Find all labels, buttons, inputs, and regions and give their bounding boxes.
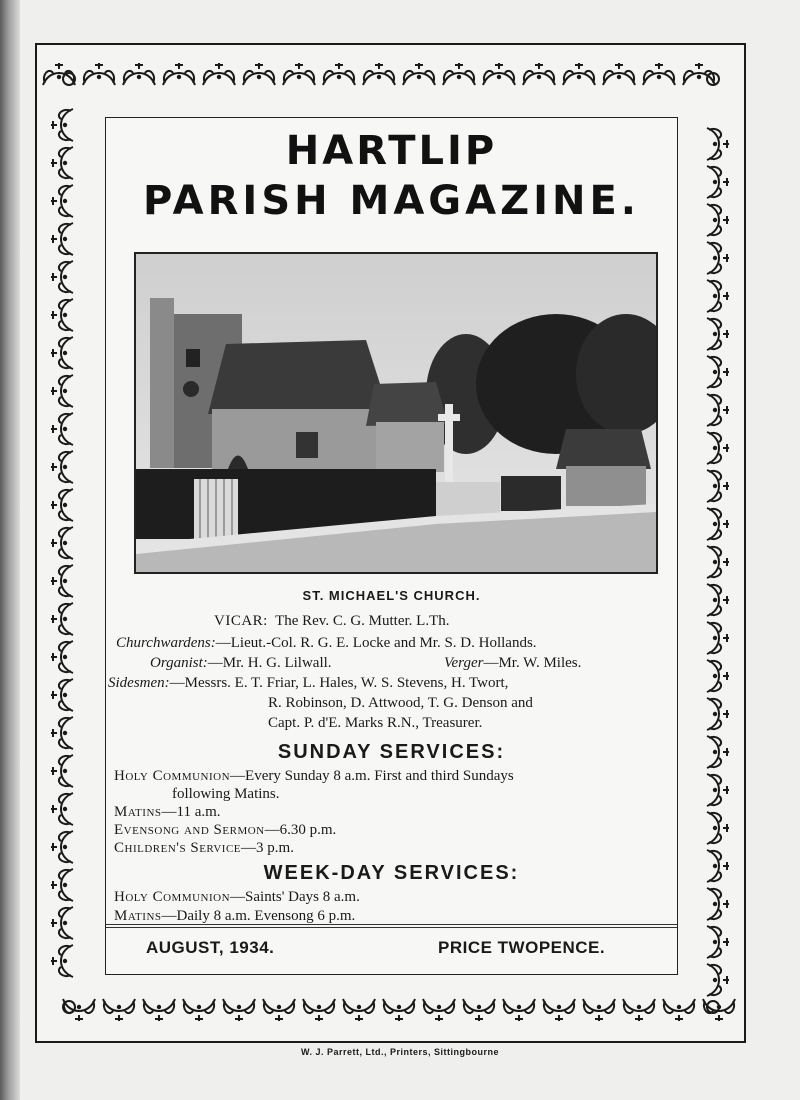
border-floral-motif: [51, 793, 73, 825]
vicar-line: [214, 613, 450, 630]
border-floral-motif: [51, 565, 73, 597]
church-photo-illustration: [136, 254, 656, 572]
weekday-holy-communion-label: Holy Communion: [114, 889, 231, 905]
border-floral-motif: [707, 622, 729, 654]
border-floral-motif: [523, 63, 555, 85]
border-floral-motif: [263, 999, 295, 1021]
sidesmen-line3: Capt. P. d'E. Marks R.N., Treasurer.: [268, 715, 483, 731]
border-floral-motif: [243, 63, 275, 85]
border-floral-motif: [51, 755, 73, 787]
sidesmen-label: Sidesmen:: [108, 675, 170, 691]
border-floral-motif: [707, 432, 729, 464]
border-floral-motif: [51, 945, 73, 977]
border-floral-motif: [423, 999, 455, 1021]
border-floral-motif: [707, 204, 729, 236]
verger-value: —Mr. W. Miles.: [483, 655, 582, 671]
sunday-childrens-line: [114, 840, 294, 857]
issue-price: PRICE TWOPENCE.: [438, 938, 606, 957]
verger-label: Verger: [444, 655, 484, 671]
magazine-title-line2: PARISH MAGAZINE.: [143, 178, 640, 224]
sunday-childrens-value: —3 p.m.: [241, 840, 294, 856]
issue-date: AUGUST, 1934.: [146, 938, 275, 957]
photo-caption: ST. MICHAEL'S CHURCH.: [302, 588, 481, 603]
border-floral-motif: [383, 999, 415, 1021]
border-floral-motif: [707, 850, 729, 882]
sunday-services-heading: SUNDAY SERVICES:: [277, 741, 506, 763]
sidesmen-line2: R. Robinson, D. Attwood, T. G. Denson and: [268, 695, 533, 711]
sunday-holy-communion-line2: following Matins.: [172, 786, 280, 802]
weekday-services-heading: WEEK-DAY SERVICES:: [263, 862, 520, 884]
border-floral-motif: [51, 185, 73, 217]
border-floral-motif: [623, 999, 655, 1021]
border-floral-motif: [503, 999, 535, 1021]
organist-line: [150, 655, 332, 672]
sunday-evensong-value: —6.30 p.m.: [264, 822, 337, 838]
sunday-evensong-line: [114, 822, 336, 839]
border-floral-motif: [51, 375, 73, 407]
magazine-cover: [35, 43, 746, 1043]
border-floral-motif: [51, 299, 73, 331]
border-floral-motif: [707, 736, 729, 768]
border-floral-motif: [707, 280, 729, 312]
border-floral-motif: [51, 869, 73, 901]
border-floral-motif: [707, 318, 729, 350]
border-floral-motif: [707, 508, 729, 540]
border-floral-motif: [707, 888, 729, 920]
weekday-matins-label: Matins: [114, 908, 162, 924]
border-floral-motif: [51, 831, 73, 863]
border-floral-motif: [51, 413, 73, 445]
border-floral-motif: [51, 527, 73, 559]
organist-label: Organist:: [150, 655, 208, 671]
border-floral-motif: [403, 63, 435, 85]
vicar-label: VICAR:: [214, 613, 268, 629]
sidesmen-value-line1: —Messrs. E. T. Friar, L. Hales, W. S. Stevens, H. Twort,: [169, 675, 509, 691]
border-floral-motif: [707, 660, 729, 692]
churchwardens-line: [116, 635, 537, 652]
weekday-holy-communion-value: —Saints' Days 8 a.m.: [230, 889, 360, 905]
sunday-matins-line: [114, 804, 221, 821]
border-floral-motif: [123, 63, 155, 85]
border-floral-motif: [63, 999, 95, 1021]
border-floral-motif: [51, 109, 73, 141]
weekday-holy-communion-line: [114, 889, 360, 906]
inner-panel: [105, 117, 678, 975]
churchwardens-value: —Lieut.-Col. R. G. E. Locke and Mr. S. D. Hollands.: [215, 635, 537, 651]
border-floral-motif: [51, 641, 73, 673]
weekday-matins-value: —Daily 8 a.m. Evensong 6 p.m.: [161, 908, 356, 924]
border-floral-motif: [163, 63, 195, 85]
border-floral-motif: [183, 999, 215, 1021]
border-floral-motif: [51, 679, 73, 711]
border-floral-motif: [707, 812, 729, 844]
border-floral-motif: [563, 63, 595, 85]
footer-divider-top: [106, 924, 677, 925]
border-floral-motif: [483, 63, 515, 85]
page-binding-shadow: [0, 0, 20, 1100]
border-floral-motif: [707, 242, 729, 274]
footer-divider-bottom: [106, 927, 677, 928]
border-floral-motif: [707, 356, 729, 388]
sunday-evensong-label: Evensong and Sermon: [114, 822, 265, 838]
verger-line: [444, 655, 581, 672]
church-photograph: [134, 252, 658, 574]
border-floral-motif: [51, 223, 73, 255]
border-floral-motif: [443, 63, 475, 85]
border-floral-motif: [663, 999, 695, 1021]
border-floral-motif: [283, 63, 315, 85]
border-floral-motif: [51, 907, 73, 939]
border-floral-motif: [143, 999, 175, 1021]
sunday-holy-communion-value: —Every Sunday 8 a.m. First and third Sundays: [230, 768, 514, 784]
vicar-value: The Rev. C. G. Mutter. L.Th.: [275, 613, 450, 629]
border-floral-motif: [463, 999, 495, 1021]
border-floral-motif: [707, 394, 729, 426]
border-floral-motif: [363, 63, 395, 85]
border-floral-motif: [203, 63, 235, 85]
border-floral-motif: [323, 63, 355, 85]
organist-value: —Mr. H. G. Lilwall.: [207, 655, 332, 671]
border-floral-motif: [223, 999, 255, 1021]
border-floral-motif: [303, 999, 335, 1021]
border-floral-motif: [583, 999, 615, 1021]
border-floral-motif: [51, 451, 73, 483]
border-floral-motif: [643, 63, 675, 85]
border-floral-motif: [51, 489, 73, 521]
sunday-holy-communion-line: [114, 768, 514, 785]
border-floral-motif: [707, 964, 729, 996]
border-floral-motif: [51, 261, 73, 293]
sunday-matins-value: —11 a.m.: [161, 804, 221, 820]
border-floral-motif: [707, 698, 729, 730]
border-floral-motif: [83, 63, 115, 85]
border-floral-motif: [51, 717, 73, 749]
churchwardens-label: Churchwardens:: [116, 635, 216, 651]
magazine-title-line1: HARTLIP: [285, 128, 498, 174]
printer-imprint: W. J. Parrett, Ltd., Printers, Sittingbourne: [300, 1047, 500, 1057]
border-floral-motif: [707, 546, 729, 578]
sunday-childrens-label: Children's Service: [114, 840, 242, 856]
weekday-matins-line: [114, 908, 355, 925]
border-floral-motif: [707, 470, 729, 502]
border-floral-motif: [707, 926, 729, 958]
sunday-holy-communion-label: Holy Communion: [114, 768, 231, 784]
border-floral-motif: [51, 603, 73, 635]
border-floral-motif: [51, 337, 73, 369]
border-floral-motif: [543, 999, 575, 1021]
border-floral-motif: [103, 999, 135, 1021]
border-floral-motif: [603, 63, 635, 85]
border-floral-motif: [707, 584, 729, 616]
border-floral-motif: [707, 166, 729, 198]
sidesmen-line1: [108, 675, 508, 692]
border-floral-motif: [707, 128, 729, 160]
sunday-matins-label: Matins: [114, 804, 162, 820]
border-floral-motif: [343, 999, 375, 1021]
border-floral-motif: [707, 774, 729, 806]
border-floral-motif: [51, 147, 73, 179]
